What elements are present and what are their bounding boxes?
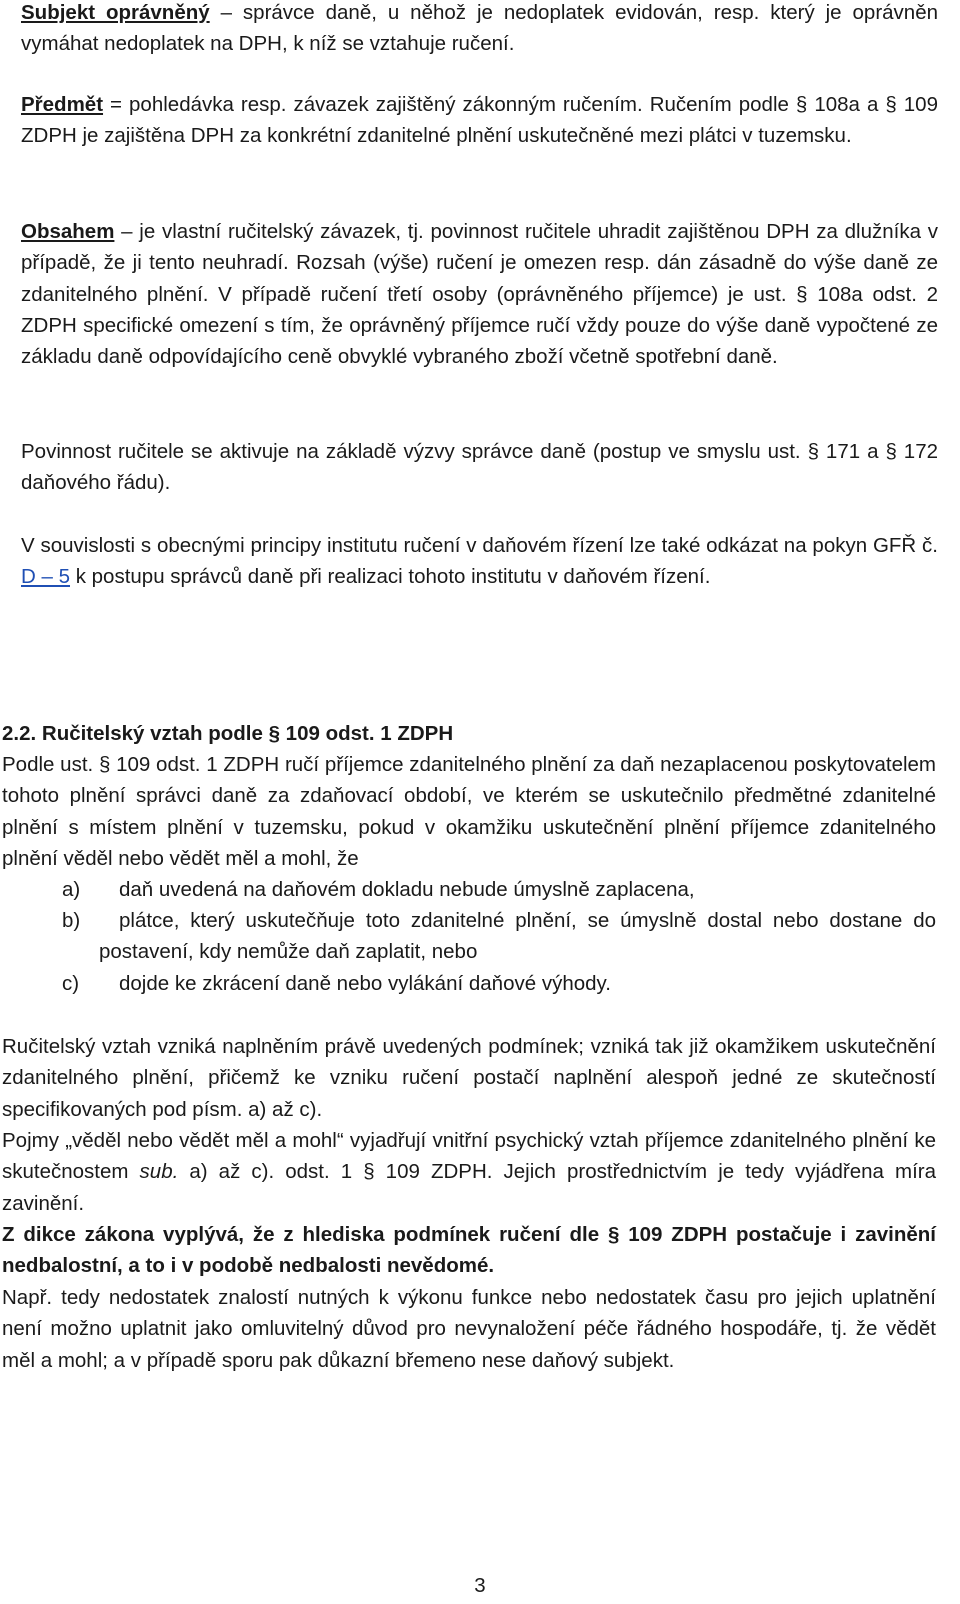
list-item-text: dojde ke zkrácení daně nebo vylákání daňové výhody. (119, 972, 611, 995)
paragraph-relationship (2, 1031, 936, 1125)
section-heading: 2.2. Ručitelský vztah podle § 109 odst. 1 ZDPH (2, 722, 454, 745)
list-item-text: daň uvedená na daňovém dokladu nebude úmyslně zaplacena, (119, 878, 695, 901)
paragraph-object-text: = pohledávka resp. závazek zajištěný zákonným ručením. Ručením podle § 108a a § 109 ZDPH je zajištěna DPH za konkrétní zdanitelné plnění uskutečněné mezi plátci v tuzemsku. (21, 93, 938, 148)
paragraph-activation-text: Povinnost ručitele se aktivuje na základě výzvy správce daně (postup ve smyslu ust. § 171 a § 172 daňového řádu). (21, 440, 938, 495)
paragraph-content-text: – je vlastní ručitelský závazek, tj. povinnost ručitele uhradit zajištěnou DPH za dlužníka v případě, že ji tento neuhradí. Rozsah (výše) ručení je omezen resp. dán zásadně do výše daně ze zdanitelného plnění. V případě ručení třetí osoby (oprávněného příjemce) je ust. § 108a odst. 2 ZDPH specifické omezení s tím, že oprávněný příjemce ručí vždy pouze do výše daně vypočtené ze základu daně odpovídajícího ceně obvyklé vybraného zboží včetně spotřební daně. (21, 220, 938, 369)
list-marker: b) (62, 909, 81, 932)
list-marker: c) (62, 972, 80, 995)
paragraph-reference-text-after: k postupu správců daně při realizaci tohoto institutu v daňovém řízení. (70, 565, 711, 589)
paragraph-section-intro (2, 749, 936, 874)
paragraph-emphasis (2, 1219, 936, 1282)
paragraph-reference-text-before: V souvislosti s obecnými principy institutu ručení v daňovém řízení lze také odkázat na pokyn GFŘ č. (21, 534, 938, 557)
section-intro-text: Podle ust. § 109 odst. 1 ZDPH ručí příjemce zdanitelného plnění za daň nezaplacenou poskytovatelem tohoto plnění správci daně za zdaňovací období, ve kterém se uskutečnilo předmětné zdanitelné plnění s místem plnění v tuzemsku, pokud v okamžiku uskutečnění plnění příjemce zdanitelného plnění věděl nebo vědět měl a mohl, že (2, 753, 936, 870)
conditions-list (2, 874, 936, 1004)
paragraph-content (21, 216, 938, 372)
list-item-text: plátce, který uskutečňuje toto zdanitelné plnění, se úmyslně dostal nebo dostane do postavení, kdy nemůže daň zaplatit, nebo (99, 909, 936, 964)
term-object: Předmět (21, 93, 104, 116)
paragraph-subject (21, 0, 938, 60)
paragraph-terms-text-after: a) až c). odst. 1 § 109 ZDPH. Jejich prostřednictvím je tedy vyjádřena míra zavinění. (2, 1160, 936, 1215)
list-item (2, 968, 936, 999)
guideline-link[interactable]: D – 5 (21, 565, 70, 589)
term-content: Obsahem (21, 220, 115, 243)
paragraph-activation (21, 436, 938, 499)
paragraph-terms-text-before: Pojmy „věděl nebo vědět měl a mohl“ vyjadřují vnitřní psychický vztah příjemce zdanitelného plnění ke skutečnostem (2, 1129, 936, 1184)
paragraph-example (2, 1282, 936, 1376)
paragraph-relationship-text: Ručitelský vztah vzniká naplněním právě uvedených podmínek; vzniká tak již okamžikem uskutečnění zdanitelného plnění, přičemž ke vzniku ručení postačí naplnění alespoň jedné ze skutečností specifikovaných pod písm. a) až c). (2, 1035, 936, 1121)
paragraph-terms (2, 1125, 936, 1219)
list-item (2, 874, 936, 905)
paragraph-terms-italic: sub. (139, 1160, 179, 1184)
list-marker: a) (62, 878, 81, 901)
page-number: 3 (474, 1574, 486, 1597)
paragraph-subject-text: – správce daně, u něhož je nedoplatek evidován, resp. který je oprávněn vymáhat nedoplatek na DPH, k níž se vztahuje ručení. (21, 1, 938, 56)
paragraph-emphasis-text: Z dikce zákona vyplývá, že z hlediska podmínek ručení dle § 109 ZDPH postačuje i zavinění nedbalostní, a to i v podobě nedbalosti nevědomé. (2, 1223, 936, 1278)
list-item (2, 905, 936, 967)
paragraph-reference (21, 530, 938, 593)
paragraph-example-text: Např. tedy nedostatek znalostí nutných k výkonu funkce nebo nedostatek času pro jejich uplatnění není možno uplatnit jako omluvitelný důvod pro nevynaložení péče řádného hospodáře, tj. že vědět měl a mohl; a v případě sporu pak důkazní břemeno nese daňový subjekt. (2, 1286, 936, 1372)
paragraph-object (21, 89, 938, 152)
term-subject: Subjekt oprávněný (21, 1, 210, 24)
